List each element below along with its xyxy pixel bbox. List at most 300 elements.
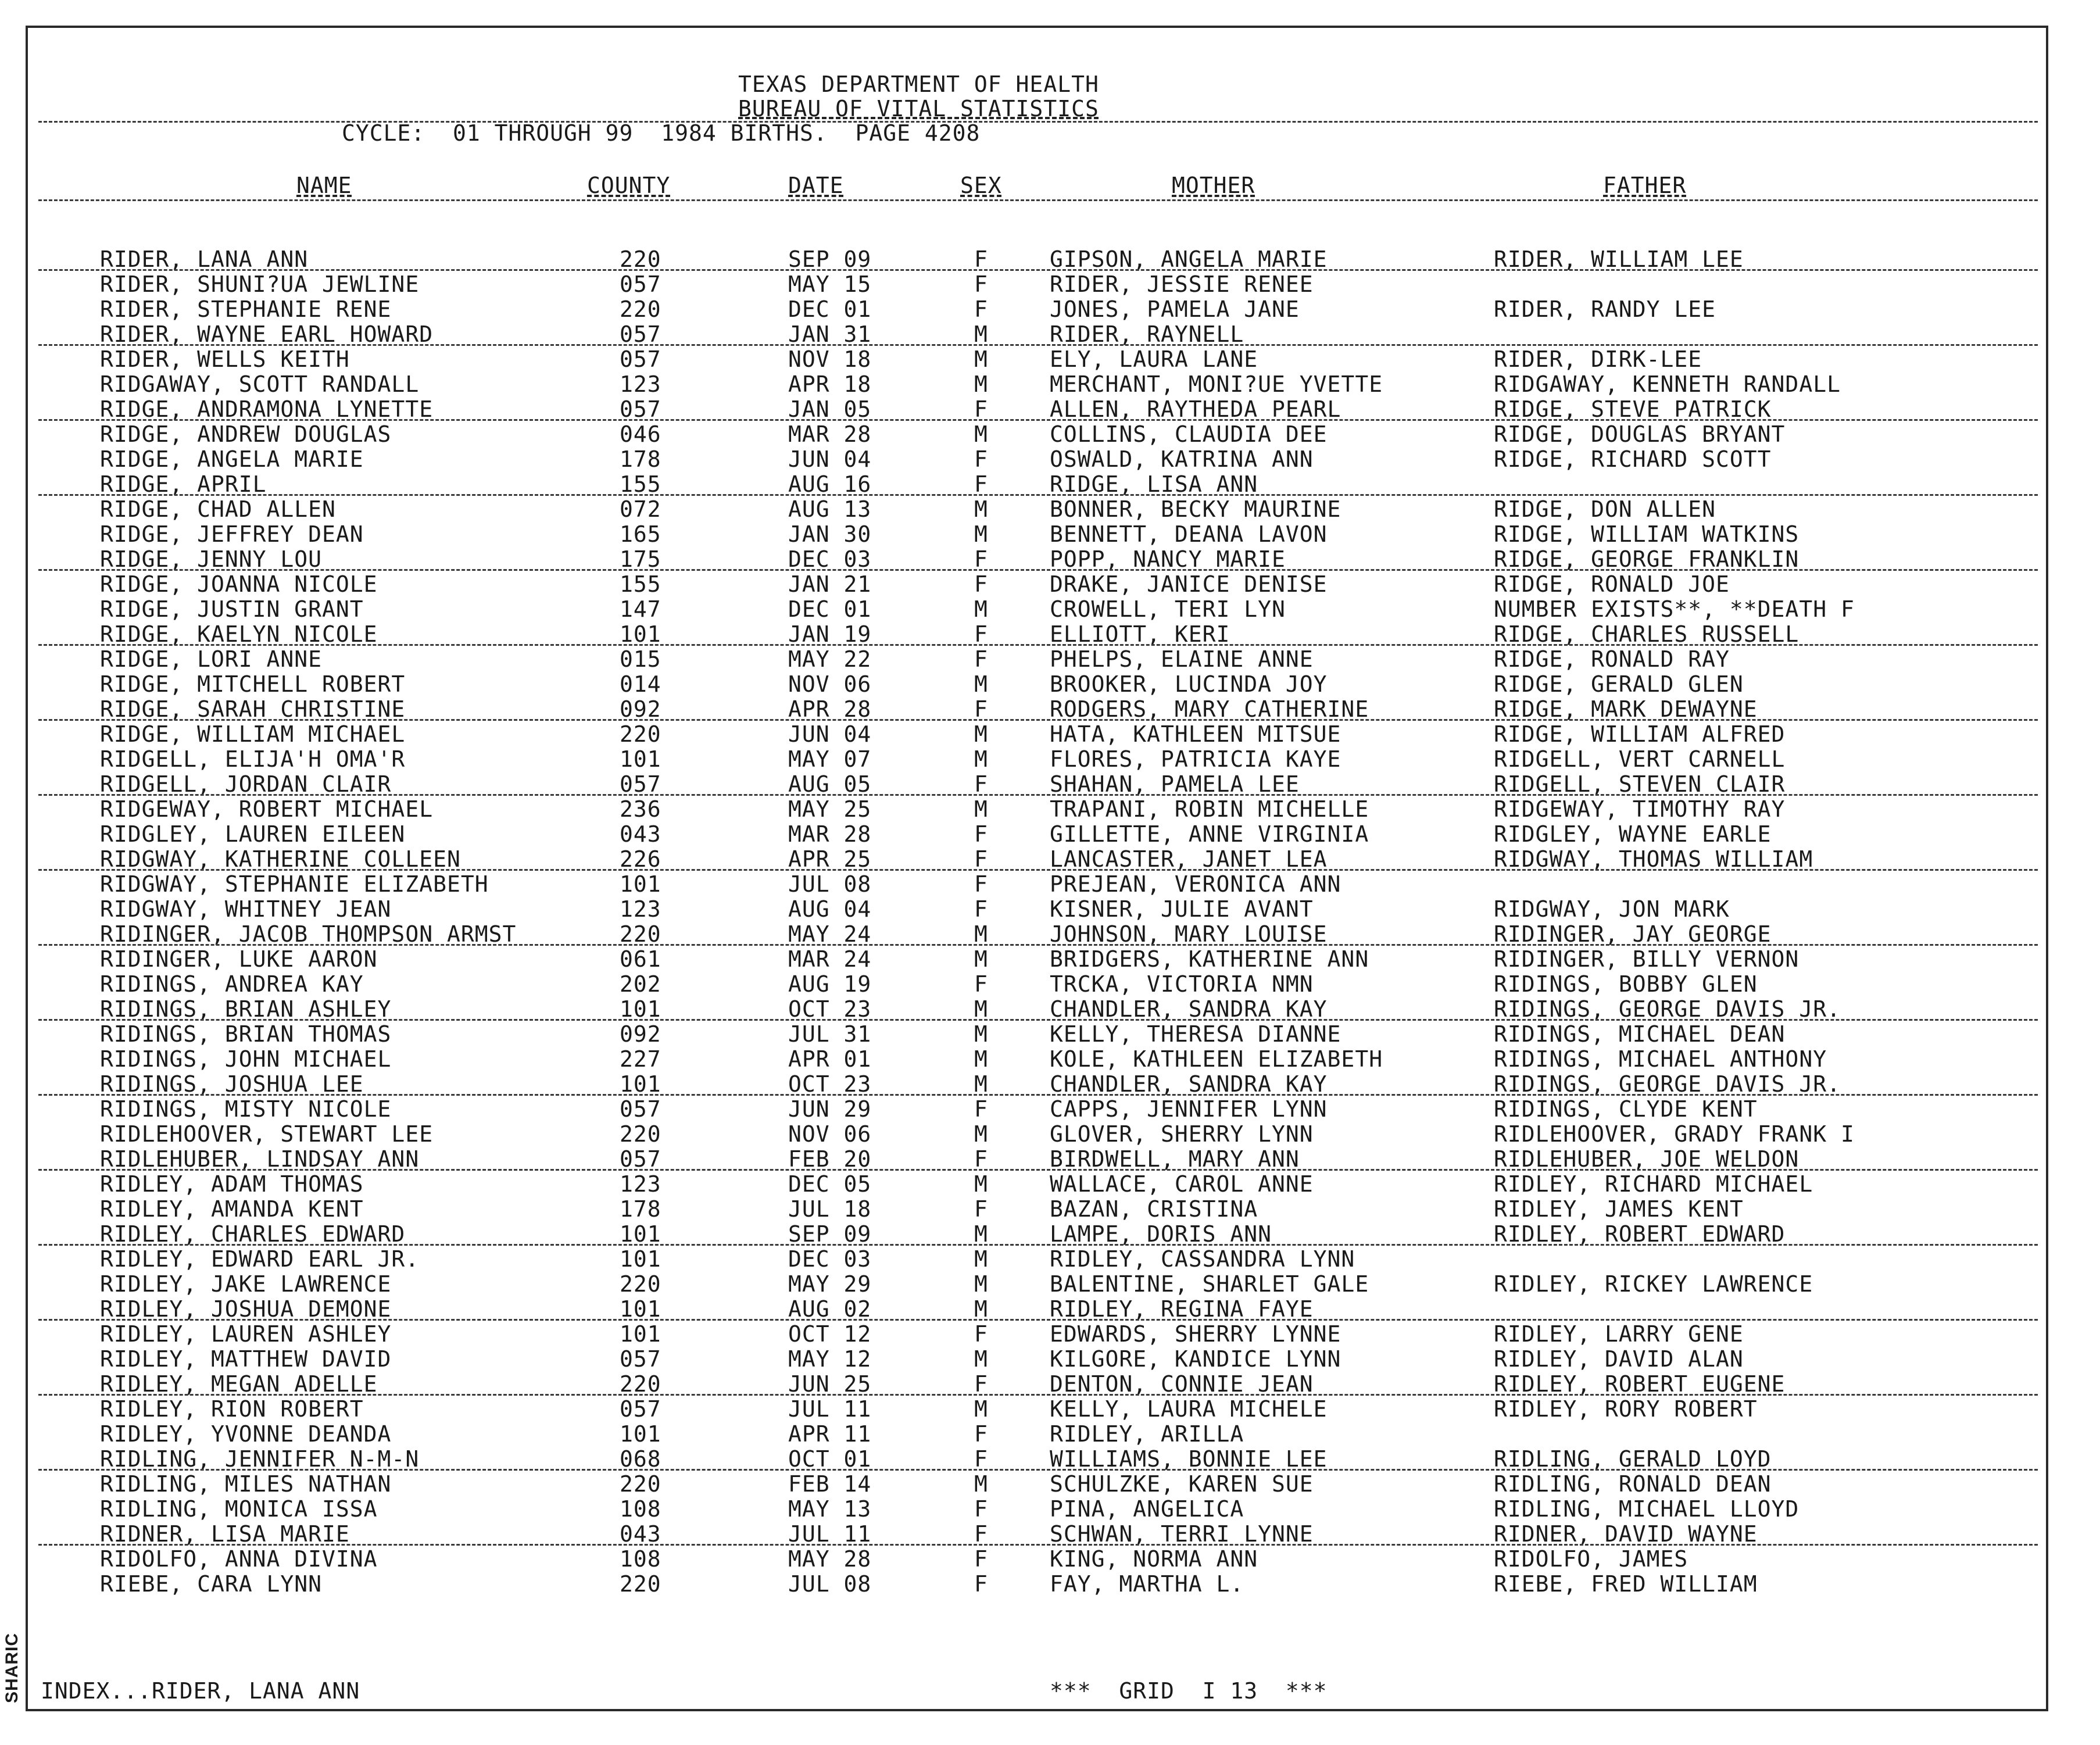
bureau-title: BUREAU OF VITAL STATISTICS: [738, 96, 1099, 121]
record-county: 057: [620, 346, 661, 372]
record-date: JAN 05: [788, 396, 872, 422]
record-county: 046: [620, 421, 661, 447]
record-name: RIDER, WAYNE EARL HOWARD: [100, 321, 434, 347]
record-date: JUL 08: [788, 1571, 872, 1597]
record-mother: KELLY, THERESA DIANNE: [1050, 1021, 1341, 1047]
record-date: APR 25: [788, 846, 872, 872]
record-father: RIDOLFO, JAMES: [1494, 1546, 1688, 1572]
record-mother: ELY, LAURA LANE: [1050, 346, 1258, 372]
record-date: OCT 01: [788, 1446, 872, 1472]
record-county: 061: [620, 946, 661, 972]
record-row: [0, 772, 2100, 797]
record-father: RIDER, RANDY LEE: [1494, 296, 1716, 322]
record-name: RIDER, SHUNI?UA JEWLINE: [100, 271, 420, 297]
record-county: 220: [620, 1571, 661, 1597]
record-name: RIDINGER, LUKE AARON: [100, 946, 378, 972]
record-county: 101: [620, 1221, 661, 1247]
record-date: JUL 08: [788, 871, 872, 897]
record-mother: OSWALD, KATRINA ANN: [1050, 446, 1314, 472]
record-sex: F: [974, 471, 988, 497]
record-row: [0, 722, 2100, 747]
record-sex: M: [974, 1396, 988, 1422]
record-name: RIDLEY, RION ROBERT: [100, 1396, 364, 1422]
record-date: AUG 04: [788, 896, 872, 922]
record-sex: F: [974, 1321, 988, 1347]
record-row: [0, 997, 2100, 1022]
record-sex: M: [974, 746, 988, 772]
record-name: RIDNER, LISA MARIE: [100, 1521, 350, 1547]
record-row: [0, 572, 2100, 597]
record-mother: WALLACE, CAROL ANNE: [1050, 1171, 1314, 1197]
column-header-rule: [38, 199, 2038, 201]
record-name: RIDINGS, MISTY NICOLE: [100, 1096, 392, 1122]
record-county: 015: [620, 646, 661, 672]
record-mother: JOHNSON, MARY LOUISE: [1050, 921, 1328, 947]
record-row: [0, 622, 2100, 647]
record-date: MAY 22: [788, 646, 872, 672]
record-date: NOV 06: [788, 1121, 872, 1147]
record-sex: M: [974, 1346, 988, 1372]
record-mother: SCHWAN, TERRI LYNNE: [1050, 1521, 1314, 1547]
record-sex: F: [974, 1521, 988, 1547]
record-row: [0, 697, 2100, 722]
column-father: FATHER: [1603, 173, 1687, 198]
record-row: [0, 647, 2100, 672]
record-date: APR 11: [788, 1421, 872, 1447]
record-name: RIDLEY, EDWARD EARL JR.: [100, 1246, 420, 1272]
record-county: 043: [620, 1521, 661, 1547]
record-mother: RIDLEY, REGINA FAYE: [1050, 1296, 1314, 1322]
record-name: RIDLEY, MEGAN ADELLE: [100, 1371, 378, 1397]
record-county: 101: [620, 1421, 661, 1447]
column-sex: SEX: [960, 173, 1002, 198]
record-county: 202: [620, 971, 661, 997]
record-county: 220: [620, 921, 661, 947]
record-sex: F: [974, 246, 988, 272]
record-sex: F: [974, 696, 988, 722]
record-sex: F: [974, 971, 988, 997]
record-county: 123: [620, 371, 661, 397]
record-county: 227: [620, 1046, 661, 1072]
record-county: 057: [620, 1146, 661, 1172]
column-county: COUNTY: [587, 173, 671, 198]
record-row: [0, 497, 2100, 522]
record-date: JUL 18: [788, 1196, 872, 1222]
record-mother: WILLIAMS, BONNIE LEE: [1050, 1446, 1328, 1472]
record-row: [0, 247, 2100, 272]
record-father: RIDLEY, RORY ROBERT: [1494, 1396, 1758, 1422]
record-date: MAY 29: [788, 1271, 872, 1297]
record-county: 057: [620, 271, 661, 297]
record-name: RIDLEHUBER, LINDSAY ANN: [100, 1146, 420, 1172]
record-date: JAN 30: [788, 521, 872, 547]
record-mother: LAMPE, DORIS ANN: [1050, 1221, 1272, 1247]
record-county: 092: [620, 1021, 661, 1047]
column-name: NAME: [296, 173, 352, 198]
record-sex: M: [974, 1246, 988, 1272]
record-row: [0, 922, 2100, 947]
record-father: RIDGE, WILLIAM ALFRED: [1494, 721, 1786, 747]
record-father: RIDLEY, ROBERT EDWARD: [1494, 1221, 1786, 1247]
record-county: 101: [620, 871, 661, 897]
record-row: [0, 1397, 2100, 1422]
record-row: [0, 1547, 2100, 1572]
record-name: RIDGE, ANGELA MARIE: [100, 446, 364, 472]
record-sex: F: [974, 1096, 988, 1122]
record-father: RIDER, DIRK-LEE: [1494, 346, 1702, 372]
record-sex: F: [974, 1496, 988, 1522]
record-row: [0, 422, 2100, 447]
record-date: MAY 28: [788, 1546, 872, 1572]
record-mother: JONES, PAMELA JANE: [1050, 296, 1300, 322]
record-mother: BRIDGERS, KATHERINE ANN: [1050, 946, 1369, 972]
record-county: 178: [620, 1196, 661, 1222]
record-name: RIDGLEY, LAUREN EILEEN: [100, 821, 406, 847]
record-sex: M: [974, 1221, 988, 1247]
record-mother: KING, NORMA ANN: [1050, 1546, 1258, 1572]
record-row: [0, 747, 2100, 772]
record-father: RIDGWAY, THOMAS WILLIAM: [1494, 846, 1813, 872]
record-father: RIDLEHOOVER, GRADY FRANK I: [1494, 1121, 1855, 1147]
record-sex: F: [974, 1146, 988, 1172]
record-row: [0, 472, 2100, 497]
row-separator: [38, 1244, 2038, 1246]
record-county: 101: [620, 1071, 661, 1097]
record-sex: M: [974, 421, 988, 447]
record-sex: F: [974, 871, 988, 897]
record-sex: M: [974, 1046, 988, 1072]
record-date: JAN 19: [788, 621, 872, 647]
record-sex: M: [974, 996, 988, 1022]
record-county: 220: [620, 296, 661, 322]
record-father: RIDLEY, DAVID ALAN: [1494, 1346, 1744, 1372]
record-name: RIDGE, JEFFREY DEAN: [100, 521, 364, 547]
record-county: 072: [620, 496, 661, 522]
record-father: RIDINGS, MICHAEL DEAN: [1494, 1021, 1786, 1047]
row-separator: [38, 644, 2038, 646]
record-name: RIDER, LANA ANN: [100, 246, 309, 272]
record-name: RIDLEHOOVER, STEWART LEE: [100, 1121, 434, 1147]
record-sex: F: [974, 821, 988, 847]
row-separator: [38, 419, 2038, 421]
record-mother: TRCKA, VICTORIA NMN: [1050, 971, 1314, 997]
record-sex: M: [974, 521, 988, 547]
record-name: RIDLEY, MATTHEW DAVID: [100, 1346, 392, 1372]
record-mother: TRAPANI, ROBIN MICHELLE: [1050, 796, 1369, 822]
record-name: RIDGE, ANDREW DOUGLAS: [100, 421, 392, 447]
record-name: RIDGE, JOANNA NICOLE: [100, 571, 378, 597]
record-date: SEP 09: [788, 1221, 872, 1247]
record-county: 108: [620, 1496, 661, 1522]
record-row: [0, 272, 2100, 297]
record-sex: M: [974, 946, 988, 972]
record-county: 057: [620, 1346, 661, 1372]
record-county: 220: [620, 1471, 661, 1497]
record-row: [0, 1522, 2100, 1547]
record-row: [0, 547, 2100, 572]
record-row: [0, 972, 2100, 997]
record-father: RIDGE, STEVE PATRICK: [1494, 396, 1772, 422]
record-row: [0, 1222, 2100, 1247]
record-county: 057: [620, 1396, 661, 1422]
record-sex: M: [974, 371, 988, 397]
record-date: OCT 23: [788, 996, 872, 1022]
record-mother: BENNETT, DEANA LAVON: [1050, 521, 1328, 547]
record-row: [0, 1497, 2100, 1522]
record-date: MAY 13: [788, 1496, 872, 1522]
record-county: 057: [620, 771, 661, 797]
record-county: 057: [620, 396, 661, 422]
record-name: RIDLEY, LAUREN ASHLEY: [100, 1321, 392, 1347]
cycle-line: CYCLE: 01 THROUGH 99 1984 BIRTHS. PAGE 4208: [342, 120, 981, 146]
record-father: RIDGLEY, WAYNE EARLE: [1494, 821, 1772, 847]
record-mother: HATA, KATHLEEN MITSUE: [1050, 721, 1341, 747]
record-row: [0, 1097, 2100, 1122]
record-date: AUG 05: [788, 771, 872, 797]
record-father: RIDINGER, JAY GEORGE: [1494, 921, 1772, 947]
record-name: RIDGE, ANDRAMONA LYNETTE: [100, 396, 434, 422]
record-name: RIDGWAY, WHITNEY JEAN: [100, 896, 392, 922]
record-sex: F: [974, 296, 988, 322]
record-mother: PINA, ANGELICA: [1050, 1496, 1244, 1522]
row-separator: [38, 569, 2038, 571]
record-name: RIDGE, APRIL: [100, 471, 267, 497]
record-sex: M: [974, 1271, 988, 1297]
record-date: APR 18: [788, 371, 872, 397]
record-date: AUG 13: [788, 496, 872, 522]
record-mother: PREJEAN, VERONICA ANN: [1050, 871, 1341, 897]
record-mother: DRAKE, JANICE DENISE: [1050, 571, 1328, 597]
record-date: MAR 28: [788, 821, 872, 847]
record-date: NOV 06: [788, 671, 872, 697]
record-father: RIDGE, GEORGE FRANKLIN: [1494, 546, 1800, 572]
record-mother: CHANDLER, SANDRA KAY: [1050, 996, 1328, 1022]
record-county: 108: [620, 1546, 661, 1572]
header-rule: [38, 121, 2038, 123]
birth-records-table: [0, 247, 2100, 1604]
record-father: NUMBER EXISTS**, **DEATH F: [1494, 596, 1855, 622]
record-name: RIDINGS, ANDREA KAY: [100, 971, 364, 997]
record-father: RIDLEY, ROBERT EUGENE: [1494, 1371, 1786, 1397]
record-mother: BONNER, BECKY MAURINE: [1050, 496, 1341, 522]
record-sex: M: [974, 346, 988, 372]
record-county: 092: [620, 696, 661, 722]
record-sex: M: [974, 596, 988, 622]
record-row: [0, 1272, 2100, 1297]
record-father: RIDGEWAY, TIMOTHY RAY: [1494, 796, 1786, 822]
record-county: 155: [620, 471, 661, 497]
column-mother: MOTHER: [1172, 173, 1255, 198]
record-name: RIDGE, CHAD ALLEN: [100, 496, 336, 522]
record-date: FEB 14: [788, 1471, 872, 1497]
record-date: DEC 05: [788, 1171, 872, 1197]
row-separator: [38, 1544, 2038, 1546]
record-father: RIDLEY, RICHARD MICHAEL: [1494, 1171, 1813, 1197]
record-sex: F: [974, 646, 988, 672]
record-mother: CROWELL, TERI LYN: [1050, 596, 1286, 622]
row-separator: [38, 1169, 2038, 1171]
record-sex: F: [974, 396, 988, 422]
row-separator: [38, 794, 2038, 796]
record-mother: RIDLEY, ARILLA: [1050, 1421, 1244, 1447]
record-row: [0, 1247, 2100, 1272]
sharic-label: SHARIC: [2, 1632, 22, 1703]
record-father: RIDGELL, VERT CARNELL: [1494, 746, 1786, 772]
record-father: RIDINGS, CLYDE KENT: [1494, 1096, 1758, 1122]
record-date: MAY 12: [788, 1346, 872, 1372]
record-row: [0, 347, 2100, 372]
record-sex: F: [974, 1446, 988, 1472]
record-mother: MERCHANT, MONI?UE YVETTE: [1050, 371, 1383, 397]
record-mother: COLLINS, CLAUDIA DEE: [1050, 421, 1328, 447]
record-father: RIDGE, RICHARD SCOTT: [1494, 446, 1772, 472]
record-date: JUN 29: [788, 1096, 872, 1122]
record-mother: KISNER, JULIE AVANT: [1050, 896, 1314, 922]
record-father: RIDINGS, GEORGE DAVIS JR.: [1494, 1071, 1841, 1097]
record-date: JUN 04: [788, 721, 872, 747]
record-row: [0, 1072, 2100, 1097]
record-name: RIDGE, JENNY LOU: [100, 546, 323, 572]
record-row: [0, 322, 2100, 347]
record-name: RIDGE, MITCHELL ROBERT: [100, 671, 406, 697]
record-row: [0, 1572, 2100, 1597]
record-name: RIDLING, MILES NATHAN: [100, 1471, 392, 1497]
record-name: RIDINGS, JOSHUA LEE: [100, 1071, 364, 1097]
record-father: RIDINGS, MICHAEL ANTHONY: [1494, 1046, 1827, 1072]
record-county: 178: [620, 446, 661, 472]
record-row: [0, 947, 2100, 972]
index-footer: INDEX...RIDER, LANA ANN: [41, 1678, 360, 1704]
record-name: RIDINGER, JACOB THOMPSON ARMST: [100, 921, 517, 947]
record-mother: GILLETTE, ANNE VIRGINIA: [1050, 821, 1369, 847]
record-row: [0, 1022, 2100, 1047]
record-sex: M: [974, 1171, 988, 1197]
record-date: MAY 07: [788, 746, 872, 772]
record-row: [0, 447, 2100, 472]
record-father: RIDINGS, BOBBY GLEN: [1494, 971, 1758, 997]
row-separator: [38, 944, 2038, 946]
record-sex: F: [974, 571, 988, 597]
record-name: RIDGAWAY, SCOTT RANDALL: [100, 371, 420, 397]
record-mother: PHELPS, ELAINE ANNE: [1050, 646, 1314, 672]
record-sex: M: [974, 921, 988, 947]
record-name: RIDER, WELLS KEITH: [100, 346, 350, 372]
record-mother: SCHULZKE, KAREN SUE: [1050, 1471, 1314, 1497]
record-county: 220: [620, 246, 661, 272]
record-mother: RIDER, RAYNELL: [1050, 321, 1244, 347]
record-row: [0, 822, 2100, 847]
record-sex: F: [974, 446, 988, 472]
record-county: 236: [620, 796, 661, 822]
record-date: APR 01: [788, 1046, 872, 1072]
record-father: RIDLEY, LARRY GENE: [1494, 1321, 1744, 1347]
row-separator: [38, 869, 2038, 871]
record-county: 220: [620, 1371, 661, 1397]
record-county: 226: [620, 846, 661, 872]
record-row: [0, 372, 2100, 397]
record-date: AUG 16: [788, 471, 872, 497]
record-date: DEC 01: [788, 296, 872, 322]
record-county: 220: [620, 721, 661, 747]
record-row: [0, 872, 2100, 897]
record-mother: LANCASTER, JANET LEA: [1050, 846, 1328, 872]
record-date: JUL 11: [788, 1521, 872, 1547]
record-father: RIDGAWAY, KENNETH RANDALL: [1494, 371, 1841, 397]
record-name: RIDOLFO, ANNA DIVINA: [100, 1546, 378, 1572]
record-county: 101: [620, 1296, 661, 1322]
record-county: 147: [620, 596, 661, 622]
record-date: MAR 24: [788, 946, 872, 972]
record-name: RIDLEY, CHARLES EDWARD: [100, 1221, 406, 1247]
record-row: [0, 1422, 2100, 1447]
record-mother: CHANDLER, SANDRA KAY: [1050, 1071, 1328, 1097]
row-separator: [38, 1319, 2038, 1321]
record-name: RIDLEY, AMANDA KENT: [100, 1196, 364, 1222]
record-row: [0, 1472, 2100, 1497]
record-sex: M: [974, 1121, 988, 1147]
record-mother: RIDGE, LISA ANN: [1050, 471, 1258, 497]
record-mother: KILGORE, KANDICE LYNN: [1050, 1346, 1341, 1372]
record-name: RIDGE, WILLIAM MICHAEL: [100, 721, 406, 747]
record-mother: BROOKER, LUCINDA JOY: [1050, 671, 1328, 697]
record-county: 057: [620, 1096, 661, 1122]
record-name: RIDLEY, ADAM THOMAS: [100, 1171, 364, 1197]
record-sex: M: [974, 1296, 988, 1322]
row-separator: [38, 719, 2038, 721]
record-sex: F: [974, 896, 988, 922]
record-county: 220: [620, 1121, 661, 1147]
record-row: [0, 297, 2100, 322]
record-row: [0, 1297, 2100, 1322]
record-county: 014: [620, 671, 661, 697]
record-name: RIDLEY, YVONNE DEANDA: [100, 1421, 392, 1447]
record-row: [0, 1047, 2100, 1072]
record-date: DEC 01: [788, 596, 872, 622]
record-date: AUG 02: [788, 1296, 872, 1322]
record-father: RIDLEY, JAMES KENT: [1494, 1196, 1744, 1222]
record-father: RIDLEHUBER, JOE WELDON: [1494, 1146, 1800, 1172]
record-mother: EDWARDS, SHERRY LYNNE: [1050, 1321, 1341, 1347]
record-date: MAR 28: [788, 421, 872, 447]
record-row: [0, 1197, 2100, 1222]
row-separator: [38, 269, 2038, 271]
record-county: 165: [620, 521, 661, 547]
record-father: RIDGE, MARK DEWAYNE: [1494, 696, 1758, 722]
record-name: RIDLING, JENNIFER N-M-N: [100, 1446, 420, 1472]
record-father: RIDGE, RONALD RAY: [1494, 646, 1730, 672]
record-row: [0, 597, 2100, 622]
record-father: RIDGE, DOUGLAS BRYANT: [1494, 421, 1786, 447]
record-mother: DENTON, CONNIE JEAN: [1050, 1371, 1314, 1397]
record-row: [0, 1447, 2100, 1472]
record-sex: M: [974, 796, 988, 822]
row-separator: [38, 1019, 2038, 1021]
row-separator: [38, 1469, 2038, 1471]
record-father: RIDGELL, STEVEN CLAIR: [1494, 771, 1786, 797]
record-sex: F: [974, 1546, 988, 1572]
record-row: [0, 1122, 2100, 1147]
record-sex: M: [974, 496, 988, 522]
record-name: RIDLEY, JOSHUA DEMONE: [100, 1296, 392, 1322]
record-county: 101: [620, 1246, 661, 1272]
record-county: 101: [620, 996, 661, 1022]
record-father: RIDGWAY, JON MARK: [1494, 896, 1730, 922]
record-county: 175: [620, 546, 661, 572]
record-row: [0, 897, 2100, 922]
record-father: RIDLEY, RICKEY LAWRENCE: [1494, 1271, 1813, 1297]
record-name: RIDINGS, BRIAN ASHLEY: [100, 996, 392, 1022]
record-father: RIDNER, DAVID WAYNE: [1494, 1521, 1758, 1547]
